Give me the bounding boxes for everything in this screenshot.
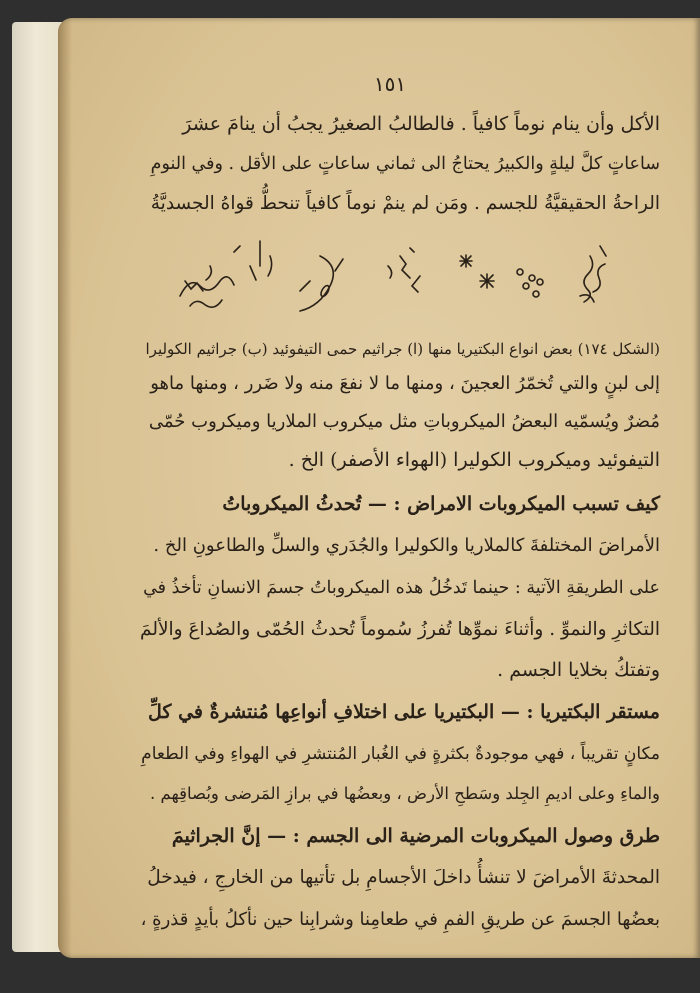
bacteria-cluster-cocci <box>517 269 543 297</box>
section-heading-bacteria-habitat: مستقر البكتيريا : — البكتيريا على اختلافِ أنواعِها مُنتشرةٌ في كلِّ <box>148 701 660 723</box>
body-line-9: التكاثرِ والنموِّ . وأثناءَ نموِّها تُفرزُ سُموماً تُحدثُ الحُمّى والصُداعَ والألمَ <box>140 619 660 640</box>
section-heading-disease-cause: كيف تسبب الميكروبات الامراض : — تُحدثُ الميكروباتُ <box>222 493 660 515</box>
body-line-14: بعضُها الجسمَ عن طريقِ الفمِ في طعامِنا وشرابِنا حين نأكلُ بأيدٍ قذرةٍ ، <box>140 909 660 930</box>
bacteria-illustration <box>160 236 630 326</box>
body-line-5: مُضرٌ ويُسمّيه البعضُ الميكروباتِ مثل ميكروب الملاريا وميكروب حُمّى <box>148 411 660 432</box>
body-line-10: وتفتكُ بخلايا الجسم . <box>497 659 660 681</box>
bacteria-cluster-spirilla <box>580 246 606 302</box>
bacteria-cluster-bacilli-a <box>300 256 343 311</box>
body-line-8: على الطريقةِ الآتية : حينما تَدخُلُ هذه الميكروباتُ جسمَ الانسانِ تأخذُ في <box>143 578 660 598</box>
body-line-4: إلى لبنٍ والتي تُخمّرُ العجينَ ، ومنها ما لا نفعَ منه ولا ضَرر ، ومنها ماهو <box>150 373 660 394</box>
bacteria-cluster-flagellated <box>388 248 420 292</box>
body-line-11: مكانٍ تقريباً ، فهي موجودةٌ بكثرةٍ في الغُبار المُنتشرِ في الهواءِ وفي الطعامِ <box>141 744 660 764</box>
section-heading-transmission: طرق وصول الميكروبات المرضية الى الجسم : — إنَّ الجراثيمَ <box>171 825 660 847</box>
body-line-6: التيفوئيد وميكروب الكوليرا (الهواء الأصفر) الخ . <box>288 449 660 471</box>
page-gutter-shadow <box>58 18 72 958</box>
figure-caption: (الشكل ١٧٤) بعض انواع البكتيريا منها (ا) جراثيم حمى التيفوئيد (ب) جراثيم الكوليرا <box>145 340 660 358</box>
bacteria-cluster-chains-b <box>180 266 234 307</box>
body-line-1: الأكل وأن ينام نوماً كافياً . فالطالبُ الصغيرُ يجبُ أن ينامَ عشرَ <box>182 113 660 135</box>
bacteria-cluster-rods <box>234 241 272 280</box>
body-line-3: الراحةُ الحقيقيَّةُ للجسم . ومَن لم ينمْ نوماً كافياً تنحطُّ قواهُ الجسديَّةُ <box>150 193 660 214</box>
page-number: ١٥١ <box>373 72 407 96</box>
body-line-12: والماءِ وعلى اديمِ الجِلد وسَطحِ الأرض ، وبعضُها في برازِ المَرضى وبُصاقِهم . <box>150 784 660 803</box>
body-line-13: المحدثةَ الأمراضَ لا تنشأُ داخلَ الأجسامِ بل تأتيها من الخارجِ ، فيدخلُ <box>147 867 660 888</box>
body-line-2: ساعاتٍ كلَّ ليلةٍ والكبيرُ يحتاجُ الى ثماني ساعاتٍ على الأقل . وفي النومِ <box>150 154 660 174</box>
bacteria-cluster-stars <box>460 255 494 288</box>
page-text <box>140 0 680 993</box>
body-line-7: الأمراضَ المختلفةَ كالملاريا والكوليرا والجُدَري والسلِّ والطاعونِ الخ . <box>153 535 660 556</box>
